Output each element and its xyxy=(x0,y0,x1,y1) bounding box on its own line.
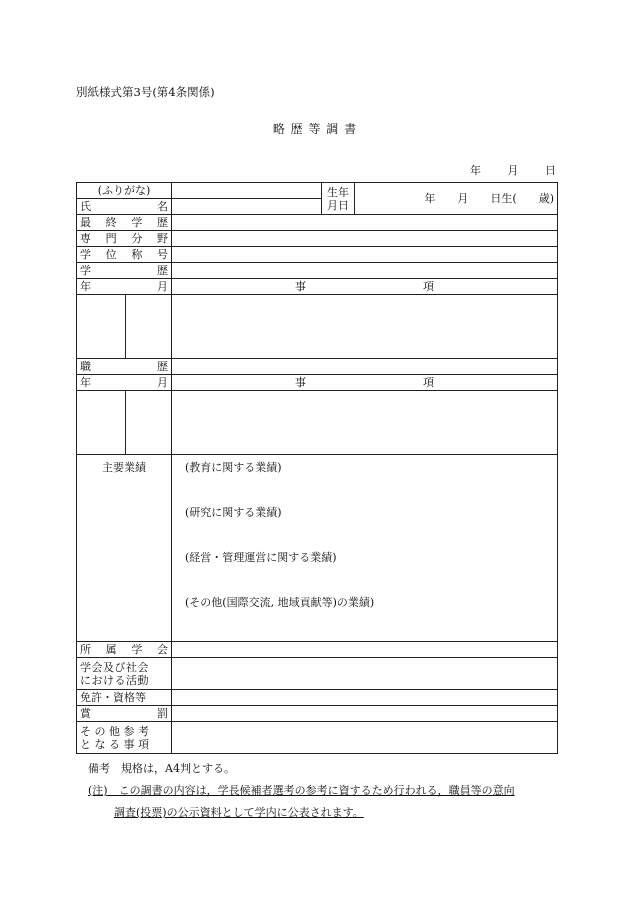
education-matter-cell[interactable] xyxy=(172,295,558,359)
date-line xyxy=(470,162,556,178)
achievement-other: (その他(国際交流, 地域貢献等)の業績) xyxy=(185,596,375,609)
birth-date-field[interactable]: 年 月 日生( 歳) xyxy=(355,183,558,215)
resume-form-table xyxy=(76,182,558,754)
career-year-cell[interactable] xyxy=(77,391,126,455)
date-month[interactable]: 月 xyxy=(507,164,519,177)
career-month-cell[interactable] xyxy=(126,391,172,455)
achievements-field[interactable] xyxy=(172,455,558,642)
degree-field[interactable] xyxy=(172,247,558,263)
education-label: 学 歴 xyxy=(77,263,172,279)
awards-field[interactable] xyxy=(172,706,558,722)
career-header-field xyxy=(172,359,558,375)
society-field[interactable] xyxy=(172,642,558,658)
licenses-field[interactable] xyxy=(172,690,558,706)
degree-label: 学 位 称 号 xyxy=(77,247,172,263)
final-education-field[interactable] xyxy=(172,215,558,231)
career-matter-header: 事 項 xyxy=(172,375,558,391)
society-label: 所 属 学 会 xyxy=(77,642,172,658)
chu-note-line-2: 調査(投票)の公示資料として学内に公表されます。 xyxy=(114,806,364,819)
activities-label: 学会及び社会 における活動 xyxy=(77,658,172,690)
achievements-label: 主要業績 xyxy=(77,455,172,642)
specialty-field[interactable] xyxy=(172,231,558,247)
form-number-label: 別紙様式第3号(第4条関係) xyxy=(76,85,215,99)
furigana-field[interactable] xyxy=(172,183,322,199)
career-year-month-header: 年 月 xyxy=(77,375,172,391)
furigana-label: (ふりがな) xyxy=(77,183,172,199)
achievement-education: (教育に関する業績) xyxy=(185,461,282,474)
education-year-cell[interactable] xyxy=(77,295,126,359)
notes-section xyxy=(88,760,515,826)
other-field[interactable] xyxy=(172,722,558,754)
final-education-label: 最 終 学 歴 xyxy=(77,215,172,231)
bikou-note: 備考 規格は，A4判とする。 xyxy=(88,762,235,775)
awards-label: 賞 罰 xyxy=(77,706,172,722)
education-header-field xyxy=(172,263,558,279)
name-field[interactable] xyxy=(172,199,322,215)
education-month-cell[interactable] xyxy=(126,295,172,359)
achievement-research: (研究に関する業績) xyxy=(185,506,282,519)
activities-field[interactable] xyxy=(172,658,558,690)
achievement-management: (経営・管理運営に関する業績) xyxy=(185,551,337,564)
education-matter-header: 事 項 xyxy=(172,279,558,295)
document-title: 略 歴 等 調 書 xyxy=(272,122,358,136)
chu-note-line-1: (注) この調書の内容は，学長候補者選考の参考に資するため行われる，職員等の意向 xyxy=(88,784,515,797)
career-matter-cell[interactable] xyxy=(172,391,558,455)
name-label: 氏 名 xyxy=(77,199,172,215)
date-day[interactable]: 日 xyxy=(545,164,556,177)
specialty-label: 専 門 分 野 xyxy=(77,231,172,247)
birth-label-cell xyxy=(322,183,355,215)
licenses-label: 免許・資格等 xyxy=(77,690,172,706)
other-label: そ の 他 参 考 と な る 事 項 xyxy=(77,722,172,754)
education-year-month-header: 年 月 xyxy=(77,279,172,295)
birth-label-2: 月日 xyxy=(327,198,349,212)
birth-label-1: 生年 xyxy=(327,185,349,199)
date-year[interactable]: 年 xyxy=(470,164,481,177)
career-label: 職 歴 xyxy=(77,359,172,375)
